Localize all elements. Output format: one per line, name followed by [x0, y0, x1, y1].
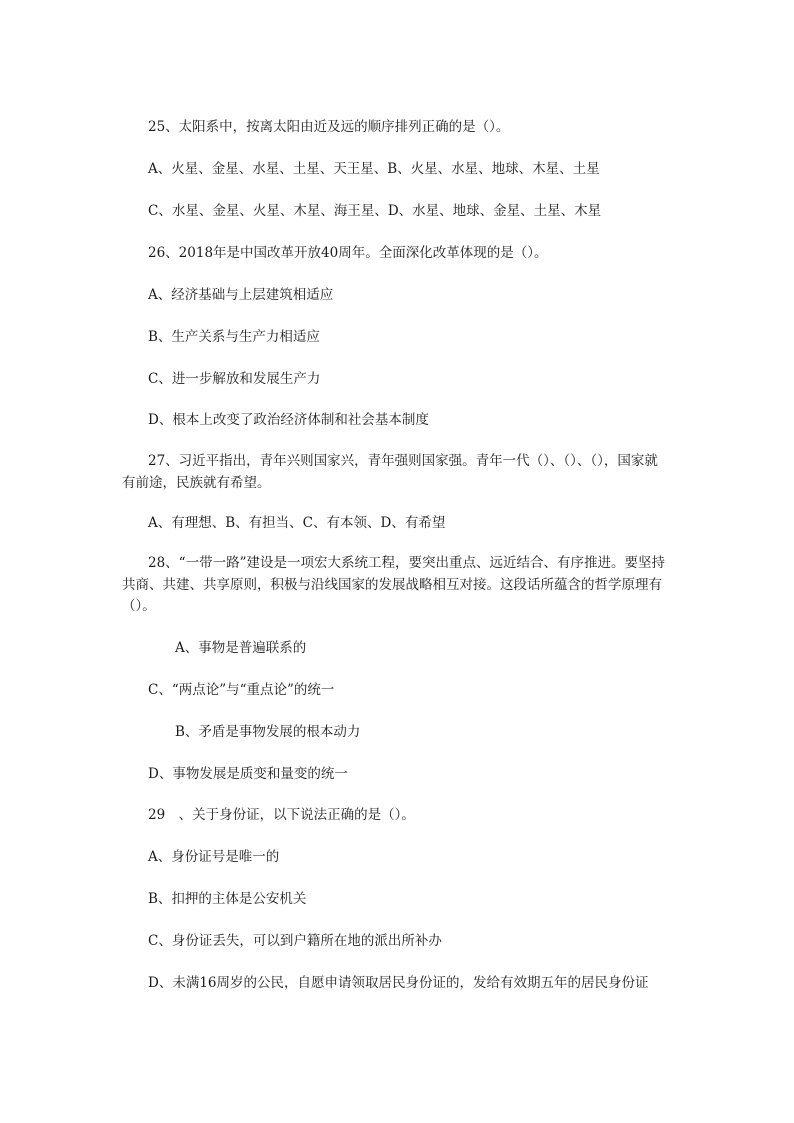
question-29-option-c: C、身份证丢失，可以到户籍所在地的派出所补办: [148, 933, 442, 949]
question-25-options-cd: C、水星、金星、火星、木星、海王星、D、水星、地球、金星、土星、木星: [148, 203, 602, 219]
question-26-option-b: B、生产关系与生产力相适应: [148, 329, 320, 345]
question-29-option-a: A、身份证号是唯一的: [148, 849, 280, 865]
question-26-option-a: A、经济基础与上层建筑相适应: [148, 287, 334, 303]
question-27-stem: 27、习近平指出，青年兴则国家兴，青年强则国家强。青年一代（）、（）、（），国家就有前途，民族就有希望。: [122, 453, 658, 491]
question-28-option-b: B、矛盾是事物发展的根本动力: [175, 724, 361, 740]
question-26-option-c: C、进一步解放和发展生产力: [148, 371, 321, 387]
question-28-option-c: C、“两点论”与“重点论”的统一: [148, 682, 335, 698]
question-28-option-d: D、事物发展是质变和量变的统一: [148, 766, 348, 782]
question-26-stem: 26、2018年是中国改革开放40周年。全面深化改革体现的是（）。: [148, 245, 548, 261]
question-29-option-b: B、扣押的主体是公安机关: [148, 891, 307, 907]
question-28-stem: 28、“一带一路”建设是一项宏大系统工程，要突出重点、远近结合、有序推进。要坚持共商、共建、共享原则，积极与沿线国家的发展战略相互对接。这段话所蕴含的哲学原理有（）。: [122, 555, 665, 614]
question-28-option-a: A、事物是普遍联系的: [175, 640, 307, 656]
question-26-option-d: D、根本上改变了政治经济体制和社会基本制度: [148, 412, 429, 428]
question-25-stem: 25、太阳系中，按离太阳由近及远的顺序排列正确的是（）。: [148, 119, 510, 135]
question-29-option-d: D、未满16周岁的公民，自愿申请领取居民身份证的，发给有效期五年的居民身份证: [148, 975, 649, 991]
question-27-options: A、有理想、B、有担当、C、有本领、D、有希望: [148, 515, 446, 531]
question-25-options-ab: A、火星、金星、水星、土星、天王星、B、火星、水星、地球、木星、土星: [148, 161, 600, 177]
question-29-stem: 29 、关于身份证，以下说法正确的是（）。: [148, 807, 415, 823]
